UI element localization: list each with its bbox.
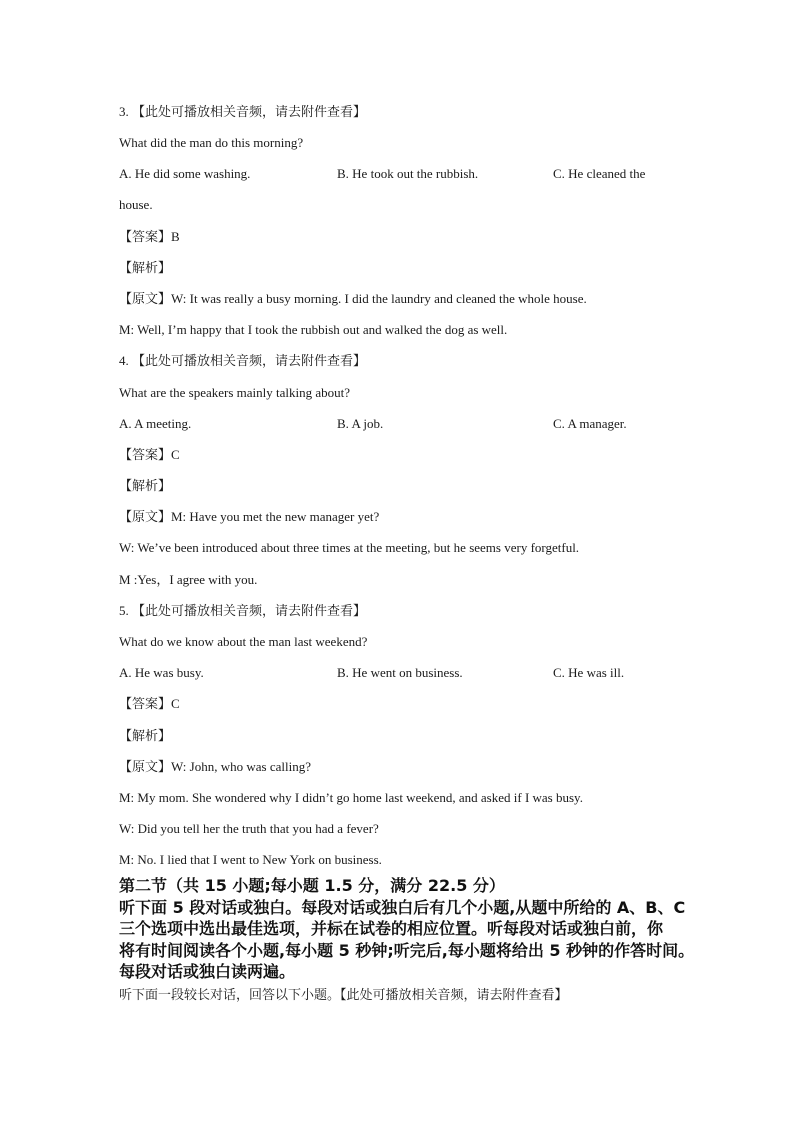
section2-sub-instruction: 听下面一段较长对话，回答以下小题。【此处可播放相关音频，请去附件查看】 bbox=[119, 988, 568, 1003]
section2-instruction-3: 将有时间阅读各个小题,每小题 5 秒钟;听完后,每小题将给出 5 秒钟的作答时间。 bbox=[119, 941, 695, 960]
q4-transcript-2: W: We’ve been introduced about three times at the meeting, but he seems very forgetful. bbox=[119, 540, 580, 555]
q5-transcript-4: M: No. I lied that I went to New York on business. bbox=[119, 852, 382, 867]
q5-option-a: A. He was busy. bbox=[119, 665, 204, 680]
q5-header: 5. 【此处可播放相关音频，请去附件查看】 bbox=[119, 603, 367, 618]
q4-answer: 【答案】C bbox=[119, 447, 180, 462]
q5-transcript-2: M: My mom. She wondered why I didn’t go home last weekend, and asked if I was busy. bbox=[119, 790, 583, 805]
q3-analysis: 【解析】 bbox=[119, 260, 172, 275]
q4-question: What are the speakers mainly talking about? bbox=[119, 385, 351, 400]
q3-header: 3. 【此处可播放相关音频，请去附件查看】 bbox=[119, 104, 367, 119]
q3-option-b: B. He took out the rubbish. bbox=[337, 166, 479, 181]
q3-transcript-1: 【原文】W: It was really a busy morning. I did the laundry and cleaned the whole house. bbox=[119, 291, 587, 306]
section2-instruction-1: 听下面 5 段对话或独白。每段对话或独白后有几个小题,从题中所给的 A、B、C bbox=[119, 898, 686, 917]
section2-title: 第二节（共 15 小题;每小题 1.5 分，满分 22.5 分） bbox=[119, 876, 505, 895]
q4-transcript-1: 【原文】M: Have you met the new manager yet? bbox=[119, 509, 380, 524]
q5-question: What do we know about the man last weekend? bbox=[119, 634, 368, 649]
section2-instruction-2: 三个选项中选出最佳选项，并标在试卷的相应位置。听每段对话或独白前，你 bbox=[119, 919, 664, 938]
q5-option-b: B. He went on business. bbox=[337, 665, 463, 680]
q5-option-c: C. He was ill. bbox=[553, 665, 625, 680]
q5-answer: 【答案】C bbox=[119, 696, 180, 711]
q3-transcript-2: M: Well, I’m happy that I took the rubbish out and walked the dog as well. bbox=[119, 322, 508, 337]
q3-question: What did the man do this morning? bbox=[119, 135, 304, 150]
q3-answer: 【答案】B bbox=[119, 229, 180, 244]
q4-analysis: 【解析】 bbox=[119, 478, 172, 493]
q4-header: 4. 【此处可播放相关音频，请去附件查看】 bbox=[119, 353, 367, 368]
q5-analysis: 【解析】 bbox=[119, 728, 172, 743]
q4-option-b: B. A job. bbox=[337, 416, 384, 431]
q3-option-c-continued: house. bbox=[119, 197, 153, 212]
section2-instruction-4: 每段对话或独白读两遍。 bbox=[119, 962, 296, 981]
q4-option-a: A. A meeting. bbox=[119, 416, 192, 431]
q4-transcript-3: M :Yes，I agree with you. bbox=[119, 572, 258, 587]
q3-option-c: C. He cleaned the bbox=[553, 166, 646, 181]
q5-transcript-3: W: Did you tell her the truth that you had a fever? bbox=[119, 821, 379, 836]
q5-transcript-1: 【原文】W: John, who was calling? bbox=[119, 759, 311, 774]
q3-option-a: A. He did some washing. bbox=[119, 166, 251, 181]
q4-option-c: C. A manager. bbox=[553, 416, 627, 431]
